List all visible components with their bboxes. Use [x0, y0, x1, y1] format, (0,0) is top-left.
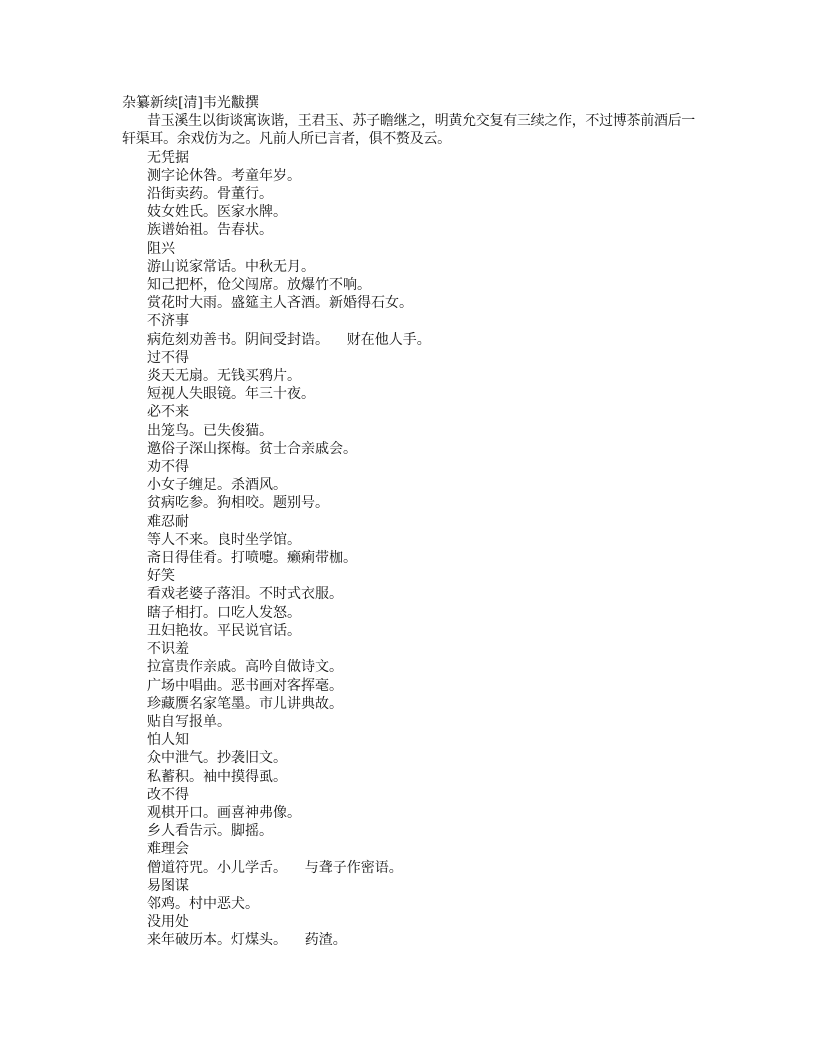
section-line: 观棋开口。画喜神弗像。: [147, 804, 301, 821]
section-line: 赏花时大雨。盛筵主人吝酒。新婚得石女。: [147, 295, 413, 312]
section-line: 游山说家常话。中秋无月。: [147, 258, 315, 275]
section-heading: 易图谋: [147, 877, 189, 894]
section-line: 出笼鸟。已失俊猫。: [147, 422, 273, 439]
section-line: 私蓄积。袖中摸得虱。: [147, 768, 287, 785]
section-heading: 怕人知: [147, 732, 189, 749]
section-line: 等人不来。良时坐学馆。: [147, 531, 301, 548]
section-line: 病危刻劝善书。阴间受封诰。 财在他人手。: [147, 331, 431, 348]
section-line: 短视人失眼镜。年三十夜。: [147, 386, 315, 403]
section-heading: 没用处: [147, 914, 189, 931]
section-line: 测字论休咎。考童年岁。: [147, 167, 301, 184]
document-body: [122, 94, 702, 950]
section-line: 珍藏赝名家笔墨。市儿讲典故。: [147, 695, 343, 712]
section-heading: 必不来: [147, 404, 189, 421]
section-heading: 过不得: [147, 349, 189, 366]
section-line: 邻鸡。村中恶犬。: [147, 895, 259, 912]
section-line: 斋日得佳肴。打喷嚏。癞痢带枷。: [147, 550, 357, 567]
section-heading: 无凭据: [147, 149, 189, 166]
section-heading: 好笑: [147, 568, 175, 585]
section-line: 众中泄气。抄袭旧文。: [147, 750, 287, 767]
section-line: 瞎子相打。口吃人发怒。: [147, 604, 301, 621]
section-heading: 改不得: [147, 786, 189, 803]
section-line: 妓女姓氏。医家水牌。: [147, 204, 287, 221]
section-line: 乡人看告示。脚摇。: [147, 823, 273, 840]
section-heading: 难理会: [147, 841, 189, 858]
document-title: 杂纂新续[清]韦光黻撰: [122, 95, 259, 111]
preface-paragraph: 昔玉溪生以街谈寓诙谐，王君玉、苏子瞻继之，明黄允交复有三续之作，不过博茶前酒后一轩渠耳。余戏仿为之。凡前人所已言者，俱不赘及云。: [122, 113, 695, 148]
section-line: 邀俗子深山探梅。贫士合亲戚会。: [147, 440, 357, 457]
sections-list: [122, 149, 702, 950]
section-line: 贫病吃参。狗相咬。题别号。: [147, 495, 329, 512]
section-line: 炎天无扇。无钱买鸦片。: [147, 368, 301, 385]
section-line: 广场中唱曲。恶书画对客挥毫。: [147, 677, 343, 694]
section-line: 小女子缠足。杀酒风。: [147, 477, 287, 494]
section-heading: 不济事: [147, 313, 189, 330]
section-line: 拉富贵作亲戚。高吟自做诗文。: [147, 659, 343, 676]
section-line: 沿街卖药。骨董行。: [147, 186, 273, 203]
section-heading: 阻兴: [147, 240, 175, 257]
section-line: 贴自写报单。: [147, 713, 231, 730]
section-heading: 劝不得: [147, 459, 189, 476]
section-heading: 难忍耐: [147, 513, 189, 530]
section-heading: 不识羞: [147, 641, 189, 658]
section-line: 来年破历本。灯煤头。 药渣。: [147, 932, 347, 949]
section-line: 知己把杯，伧父闯席。放爆竹不响。: [147, 277, 371, 294]
section-line: 族谱始祖。告春状。: [147, 222, 273, 239]
section-line: 看戏老婆子落泪。不时式衣服。: [147, 586, 343, 603]
section-line: 僧道符咒。小儿学舌。 与聋子作密语。: [147, 859, 403, 876]
section-line: 丑妇艳妆。平民说官话。: [147, 622, 301, 639]
